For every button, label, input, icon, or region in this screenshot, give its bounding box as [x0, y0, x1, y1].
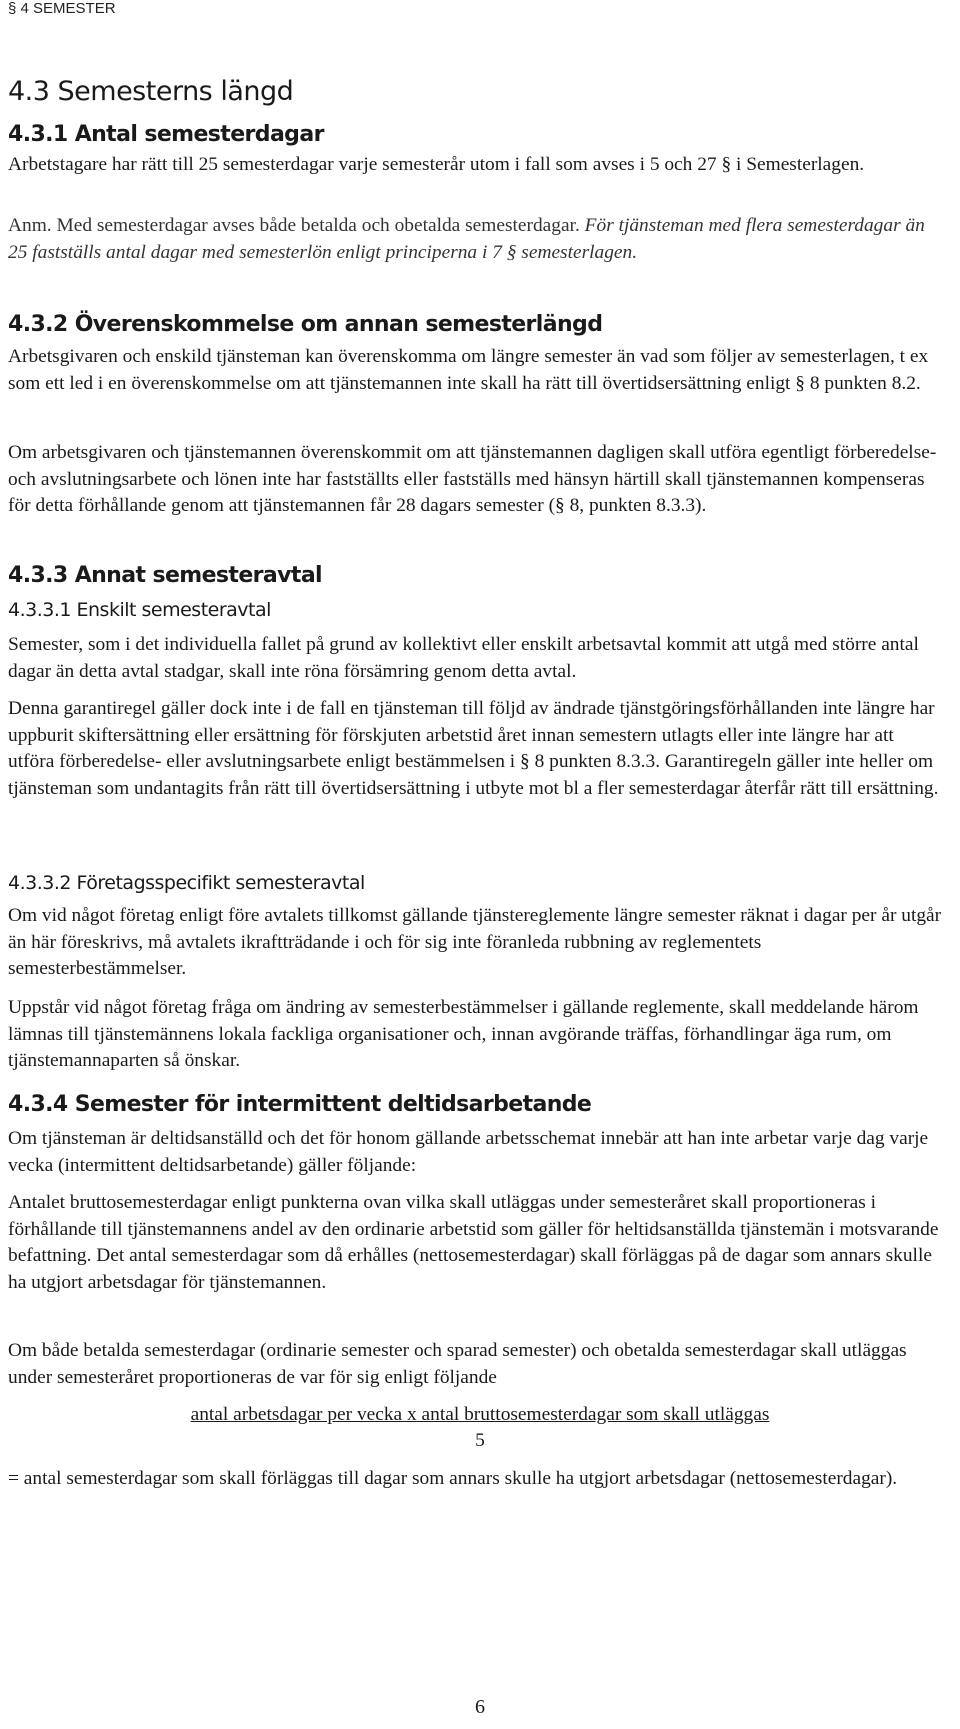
paragraph-4-3-3-1-guarantee: Denna garantiregel gäller dock inte i de fall en tjänsteman till följd av ändrade tjänstgöringsförhållanden inte längre har uppburit skiftersättning eller ersättning för förskjuten arbetstid året innan semestern utlagts eller inte längre har att utföra förberedelse- eller avslutningsarbete enligt bestämmelsen i § 8 punkten 8.3.3. Garantiregeln gäller inte heller om tjänsteman som undantagits från rätt till övertidsersättning i utbyte mot bl a fler semesterdagar återfår rätt till ersättning. — [8, 698, 939, 799]
heading-4-3-2: 4.3.2 Överenskommelse om annan semesterlängd — [8, 312, 603, 337]
paragraph-4-3-1-rights: Arbetstagare har rätt till 25 semesterdagar varje semesterår utom i fall som avses i 5 och 27 § i Semesterlagen. — [8, 154, 865, 175]
page-number: 6 — [475, 1696, 485, 1718]
paragraph-4-3-3-2-company: Om vid något företag enligt före avtalets tillkomst gällande tjänstereglemente längre semester räknat i dagar per år utgår än här föreskrivs, må avtalets ikraftträdande i och för sig inte föranleda rubbning av reglementets semesterbestämmelser. — [8, 905, 942, 979]
heading-4-3-4: 4.3.4 Semester för intermittent deltidsarbetande — [8, 1092, 592, 1117]
paragraph-4-3-2-agreement: Arbetsgivaren och enskild tjänsteman kan överenskomma om längre semester än vad som följer av semesterlagen, t ex som ett led i en överenskommelse om att tjänstemannen inte skall ha rätt till övertidsersättning enligt § 8 punkten 8.2. — [8, 346, 929, 394]
heading-4-3-3: 4.3.3 Annat semesteravtal — [8, 563, 323, 588]
formula-denominator: 5 — [475, 1430, 485, 1451]
note-italic-text: För tjänsteman med flera semesterdagar än 25 fastställs antal dagar med semesterlön enligt principerna i 7 § semesterlagen. — [8, 215, 925, 263]
paragraph-4-3-3-2-change: Uppstår vid något företag fråga om ändring av semesterbestämmelser i gällande reglemente, skall meddelande härom lämnas till tjänstemännens lokala fackliga organisationer och, innan avgörande träffas, förhandlingar äga rum, om tjänstemannaparten så önskar. — [8, 997, 919, 1071]
formula-result: = antal semesterdagar som skall förläggas till dagar som annars skulle ha utgjort arbetsdagar (nettosemesterdagar). — [8, 1468, 898, 1489]
paragraph-4-3-4-intro: Om tjänsteman är deltidsanställd och det för honom gällande arbetsschemat innebär att han inte arbetar varje dag varje vecka (intermittent deltidsarbetande) gäller följande: — [8, 1128, 929, 1176]
note-plain-text: Anm. Med semesterdagar avses både betalda och obetalda semesterdagar. — [8, 215, 580, 236]
heading-4-3-1: 4.3.1 Antal semesterdagar — [8, 122, 324, 147]
section-title: 4.3 Semesterns längd — [8, 76, 294, 107]
paragraph-4-3-4-proportion: Antalet bruttosemesterdagar enligt punkterna ovan vilka skall utläggas under semesteråret skall proportioneras i förhållande till tjänstemannens andel av den ordinarie arbetstid som gäller för heltidsanställda tjänstemän i motsvarande befattning. Det antal semesterdagar som då erhålles (nettosemesterdagar) skall förläggas på de dagar som annars skulle ha utgjort arbetsdagar för tjänstemannen. — [8, 1192, 939, 1293]
paragraph-4-3-3-1-individual: Semester, som i det individuella fallet på grund av kollektivt eller enskilt arbetsavtal kommit att utgå med större antal dagar än detta avtal stadgar, skall inte röna försämring genom detta avtal. — [8, 634, 919, 682]
paragraph-4-3-1-note — [8, 213, 943, 266]
paragraph-4-3-2-preparation: Om arbetsgivaren och tjänstemannen överenskommit om att tjänstemannen dagligen skall utföra egentligt förberedelse- och avslutningsarbete och lönen inte har fastställts eller fastställs med hänsyn härtill skall tjänstemannen kompenseras för detta förhållande genom att tjänstemannen får 28 dagars semester (§ 8, punkten 8.3.3). — [8, 442, 937, 516]
heading-4-3-3-1: 4.3.3.1 Enskilt semesteravtal — [8, 599, 271, 621]
running-header: § 4 SEMESTER — [8, 0, 116, 17]
formula-numerator: antal arbetsdagar per vecka x antal bruttosemesterdagar som skall utläggas — [190, 1404, 770, 1425]
heading-4-3-3-2: 4.3.3.2 Företagsspecifikt semesteravtal — [8, 872, 365, 894]
paragraph-4-3-4-paid-unpaid: Om både betalda semesterdagar (ordinarie semester och sparad semester) och obetalda semesterdagar skall utläggas under semesteråret proportioneras de var för sig enligt följande — [8, 1340, 907, 1388]
